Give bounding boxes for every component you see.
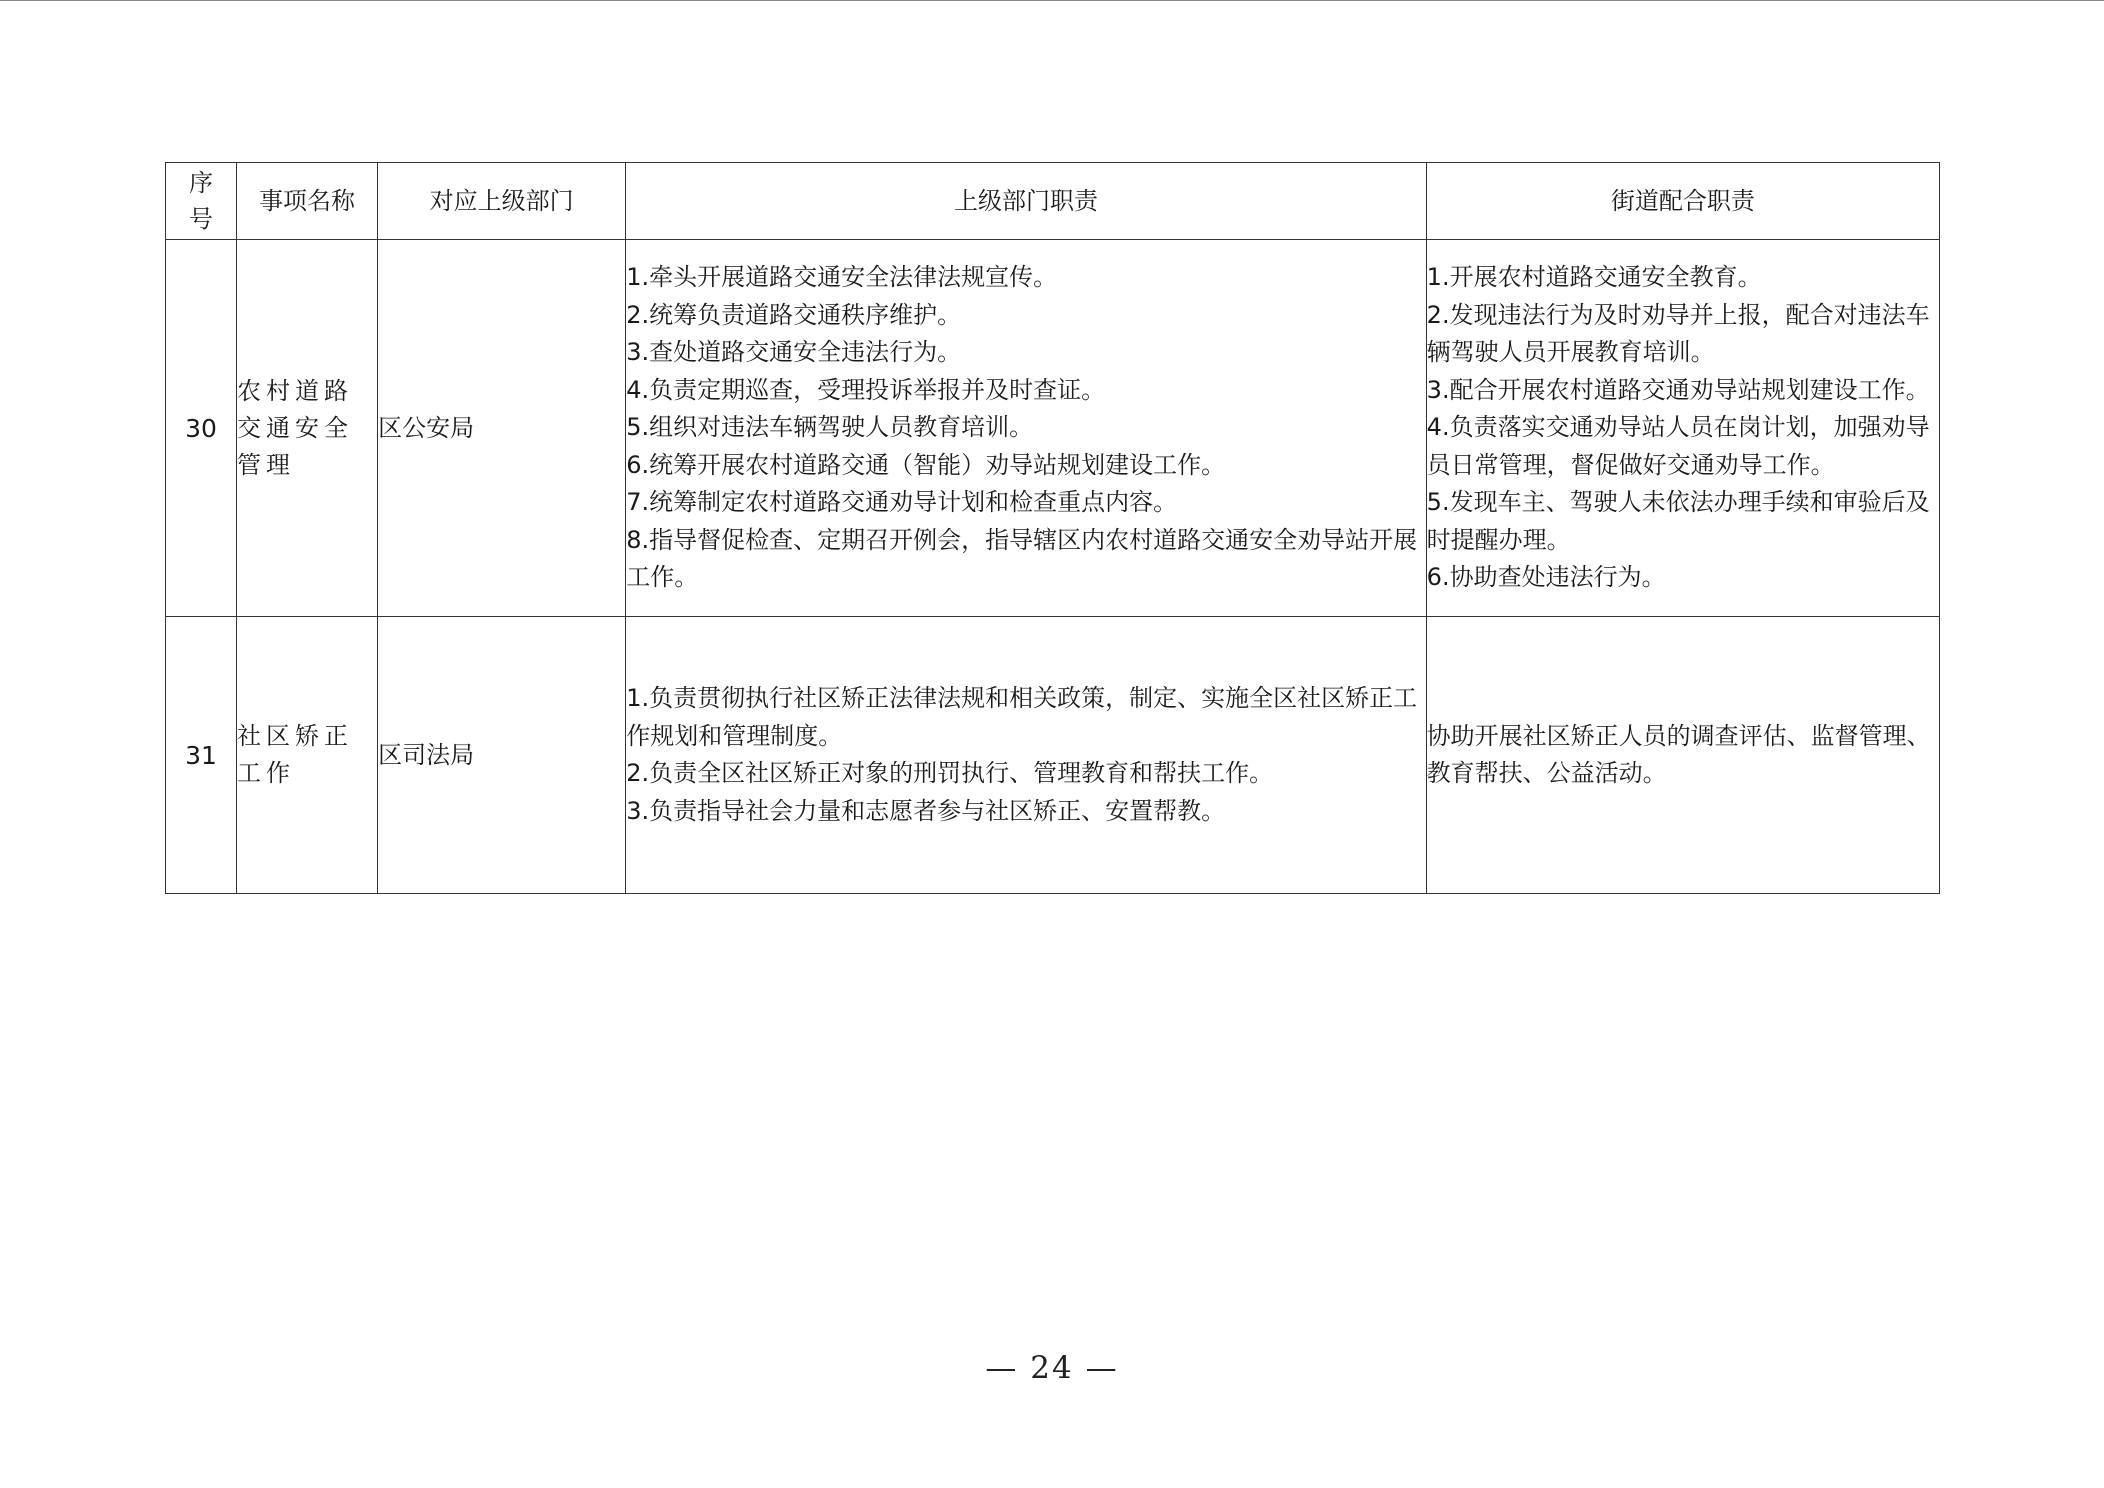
header-item-name: 事项名称 (237, 163, 378, 240)
duty-line: 5.组织对违法车辆驾驶人员教育培训。 (626, 413, 1034, 442)
duty-line: 1.牵头开展道路交通安全法律法规宣传。 (626, 263, 1058, 292)
duty-table (165, 162, 1940, 894)
row-street-duties (1426, 617, 1939, 894)
row-street-duties (1426, 240, 1939, 617)
table-header-row (166, 163, 1940, 240)
duty-line: 7.统筹制定农村道路交通劝导计划和检查重点内容。 (626, 488, 1178, 517)
page-number: — 24 — (985, 1350, 1119, 1386)
duty-line: 1.开展农村道路交通安全教育。 (1426, 263, 1762, 292)
row-item-name: 社区矫正工作 (237, 617, 378, 894)
duty-line: 2.负责全区社区矫正对象的刑罚执行、管理教育和帮扶工作。 (626, 759, 1274, 787)
row-upper-duties (626, 240, 1426, 617)
top-border-line (0, 0, 2104, 1)
duty-line: 3.查处道路交通安全违法行为。 (626, 338, 962, 367)
duty-line: 协助开展社区矫正人员的调查评估、监督管理、教育帮扶、公益活动。 (1426, 721, 1931, 787)
header-seq (166, 163, 237, 240)
duty-line: 3.负责指导社会力量和志愿者参与社区矫正、安置帮教。 (626, 796, 1226, 825)
table-row (166, 617, 1940, 894)
row-seq: 30 (166, 240, 237, 617)
header-upper-dept: 对应上级部门 (378, 163, 626, 240)
duty-line: 2.发现违法行为及时劝导并上报，配合对违法车辆驾驶人员开展教育培训。 (1426, 300, 1930, 367)
header-seq-label: 序号 (189, 169, 213, 233)
row-upper-dept: 区司法局 (378, 617, 626, 894)
row-upper-duties (626, 617, 1426, 894)
duty-line: 8.指导督促检查、定期召开例会，指导辖区内农村道路交通安全劝导站开展工作。 (626, 525, 1418, 592)
row-seq: 31 (166, 617, 237, 894)
header-upper-duties: 上级部门职责 (626, 163, 1426, 240)
duty-line: 5.发现车主、驾驶人未依法办理手续和审验后及时提醒办理。 (1426, 488, 1930, 554)
duty-line: 4.负责落实交通劝导站人员在岗计划，加强劝导员日常管理，督促做好交通劝导工作。 (1426, 413, 1930, 479)
duty-line: 1.负责贯彻执行社区矫正法律法规和相关政策，制定、实施全区社区矫正工作规划和管理制度。 (626, 684, 1418, 750)
row-item-name: 农村道路交通安全管理 (237, 240, 378, 617)
duty-line: 2.统筹负责道路交通秩序维护。 (626, 300, 962, 329)
duty-line: 4.负责定期巡查，受理投诉举报并及时查证。 (626, 375, 1106, 404)
header-street-duties: 街道配合职责 (1426, 163, 1939, 240)
duty-line: 3.配合开展农村道路交通劝导站规划建设工作。 (1426, 375, 1930, 404)
table-row (166, 240, 1940, 617)
duty-line: 6.统筹开展农村道路交通（智能）劝导站规划建设工作。 (626, 450, 1226, 479)
duty-line: 6.协助查处违法行为。 (1426, 563, 1666, 592)
row-upper-dept: 区公安局 (378, 240, 626, 617)
